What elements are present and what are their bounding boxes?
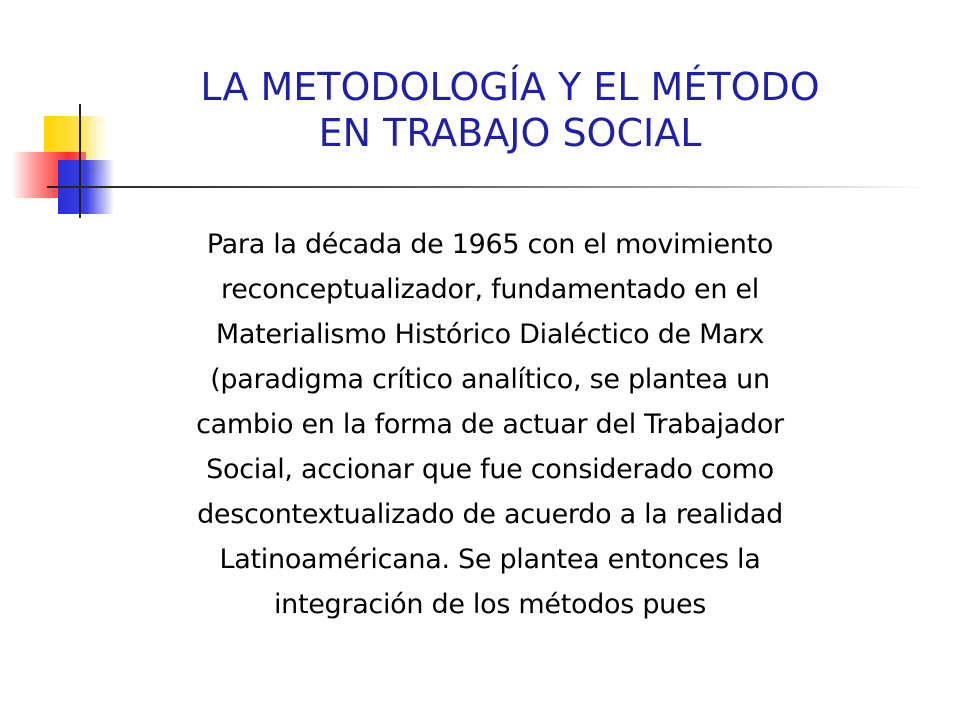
body-line: (paradigma crítico analítico, se plantea un [210,364,770,395]
body-line: Social, accionar que fue considerado como [206,454,774,485]
body-line: Materialismo Histórico Dialéctico de Marx [215,319,765,350]
body-line: Latinoaméricana. Se plantea entonces la [219,544,761,575]
slide-title-line: EN TRABAJO SOCIAL [318,111,702,155]
body-line: Para la década de 1965 con el movimiento [206,229,774,260]
slide-body [100,222,880,627]
body-line: integración de los métodos pues [273,589,707,620]
body-line: cambio en la forma de actuar del Trabajador [196,409,784,440]
slide-title [130,64,890,156]
body-line: descontextualizado de acuerdo a la realidad [197,499,783,530]
horizontal-rule [47,186,927,188]
slide-title-line: LA METODOLOGÍA Y EL MÉTODO [200,65,820,109]
body-line: reconceptualizador, fundamentado en el [221,274,759,305]
vertical-rule [79,104,81,218]
